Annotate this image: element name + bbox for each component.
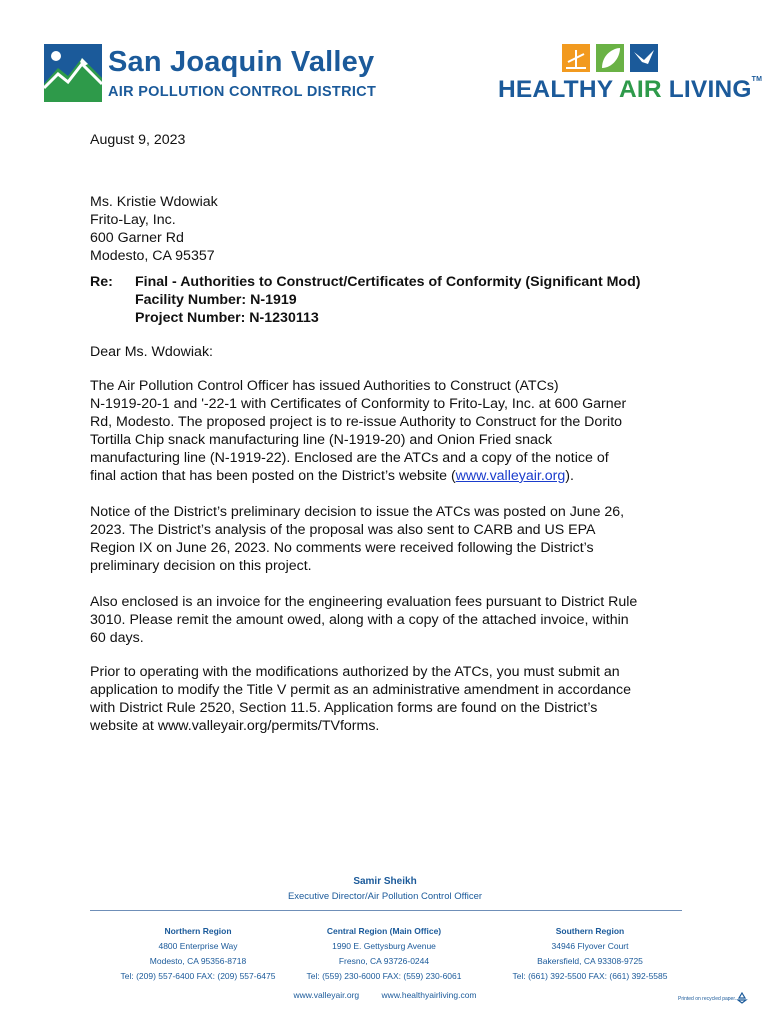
paragraph-line: Tortilla Chip snack manufacturing line (N-1919-20) and Onion Fried snack bbox=[90, 432, 553, 448]
recipient-name: Ms. Kristie Wdowiak bbox=[90, 194, 218, 210]
office-central bbox=[274, 924, 494, 984]
paragraph-line: application to modify the Title V permit as an administrative amendment in accordance bbox=[90, 682, 631, 698]
recipient-street: 600 Garner Rd bbox=[90, 230, 184, 246]
district-subtitle: AIR POLLUTION CONTROL DISTRICT bbox=[108, 84, 377, 100]
district-logo bbox=[44, 44, 377, 104]
sun-leaf-bird-icon bbox=[562, 44, 662, 74]
facility-number: Facility Number: N-1919 bbox=[135, 292, 297, 308]
office-city: Modesto, CA 95356-8718 bbox=[149, 956, 247, 966]
paragraph-preliminary-notice bbox=[90, 503, 690, 575]
signer-title: Executive Director/Air Pollution Control Officer bbox=[287, 891, 483, 902]
line-text: final action that has been posted on the District’s website ( bbox=[90, 468, 456, 484]
recipient-company: Frito-Lay, Inc. bbox=[90, 212, 176, 228]
recipient-address bbox=[90, 193, 218, 265]
recycled-paper-note: Printed on recycled paper. bbox=[678, 996, 737, 1002]
paragraph-line: 60 days. bbox=[90, 630, 144, 646]
paragraph-line: 3010. Please remit the amount owed, along with a copy of the attached invoice, within bbox=[90, 612, 629, 628]
paragraph-line: preliminary decision on this project. bbox=[90, 558, 312, 574]
office-region: Southern Region bbox=[555, 926, 625, 936]
recipient-city: Modesto, CA 95357 bbox=[90, 248, 215, 264]
district-name: San Joaquin Valley bbox=[108, 46, 375, 78]
office-phone: Tel: (661) 392-5500 FAX: (661) 392-5585 bbox=[512, 971, 668, 981]
letter-date: August 9, 2023 bbox=[90, 132, 186, 148]
re-label: Re: bbox=[90, 274, 113, 290]
website-link[interactable]: www.valleyair.org bbox=[455, 468, 566, 484]
paragraph-line: Notice of the District’s preliminary decision to issue the ATCs was posted on June 26, bbox=[90, 504, 625, 520]
recycle-icon bbox=[736, 992, 748, 1004]
office-city: Bakersfield, CA 93308-9725 bbox=[537, 956, 643, 966]
office-city: Fresno, CA 93726-0244 bbox=[338, 956, 430, 966]
salutation: Dear Ms. Wdowiak: bbox=[90, 344, 213, 360]
office-address: 34946 Flyover Court bbox=[551, 941, 629, 951]
office-address: 1990 E. Gettysburg Avenue bbox=[332, 941, 436, 951]
paragraph-line: Prior to operating with the modifications authorized by the ATCs, you must submit an bbox=[90, 664, 620, 680]
subject-block bbox=[135, 273, 641, 327]
healthy-air-living-wordmark bbox=[498, 76, 762, 104]
mountain-sun-icon bbox=[44, 44, 102, 102]
paragraph-line bbox=[90, 467, 690, 485]
paragraph-line: Also enclosed is an invoice for the engineering evaluation fees pursuant to District Rule bbox=[90, 594, 638, 610]
office-region: Northern Region bbox=[164, 926, 232, 936]
office-phone: Tel: (559) 230-6000 FAX: (559) 230-6061 bbox=[306, 971, 462, 981]
footer-links bbox=[0, 990, 770, 1000]
paragraph-line: website at www.valleyair.org/permits/TVforms. bbox=[90, 718, 380, 734]
project-number: Project Number: N-1230113 bbox=[135, 310, 319, 326]
footer-divider bbox=[90, 910, 682, 911]
office-phone: Tel: (209) 557-6400 FAX: (209) 557-6475 bbox=[120, 971, 276, 981]
office-southern bbox=[480, 924, 700, 984]
valleyair-link[interactable]: www.valleyair.org bbox=[293, 990, 360, 1000]
paragraph-line: with District Rule 2520, Section 11.5. Application forms are found on the District’s bbox=[90, 700, 598, 716]
healthy-air-living-logo bbox=[498, 44, 763, 104]
trademark-mark: TM bbox=[751, 76, 763, 83]
paragraph-line: The Air Pollution Control Officer has issued Authorities to Construct (ATCs) bbox=[90, 378, 559, 394]
paragraph-invoice bbox=[90, 593, 690, 647]
office-address: 4800 Enterprise Way bbox=[158, 941, 238, 951]
paragraph-line: 2023. The District’s analysis of the proposal was also sent to CARB and US EPA bbox=[90, 522, 596, 538]
paragraph-title-v bbox=[90, 663, 690, 735]
paragraph-line: manufacturing line (N-1919-22). Enclosed are the ATCs and a copy of the notice of bbox=[90, 450, 609, 466]
paragraph-line: Region IX on June 26, 2023. No comments were received following the District’s bbox=[90, 540, 594, 556]
wordmark-air: AIR bbox=[618, 76, 662, 103]
paragraph-line: N-1919-20-1 and '-22-1 with Certificates of Conformity to Frito-Lay, Inc. at 600 Garner bbox=[90, 396, 627, 412]
healthyairliving-link[interactable]: www.healthyairliving.com bbox=[381, 990, 477, 1000]
signer-name: Samir Sheikh bbox=[353, 876, 417, 887]
wordmark-healthy: HEALTHY bbox=[498, 76, 619, 103]
line-text: ). bbox=[565, 468, 574, 484]
office-region: Central Region (Main Office) bbox=[326, 926, 442, 936]
subject-title: Final - Authorities to Construct/Certificates of Conformity (Significant Mod) bbox=[135, 274, 641, 290]
paragraph-line: Rd, Modesto. The proposed project is to re-issue Authority to Construct for the Dorito bbox=[90, 414, 623, 430]
wordmark-living: LIVING bbox=[661, 76, 752, 103]
paragraph-atc-issued bbox=[90, 377, 690, 485]
